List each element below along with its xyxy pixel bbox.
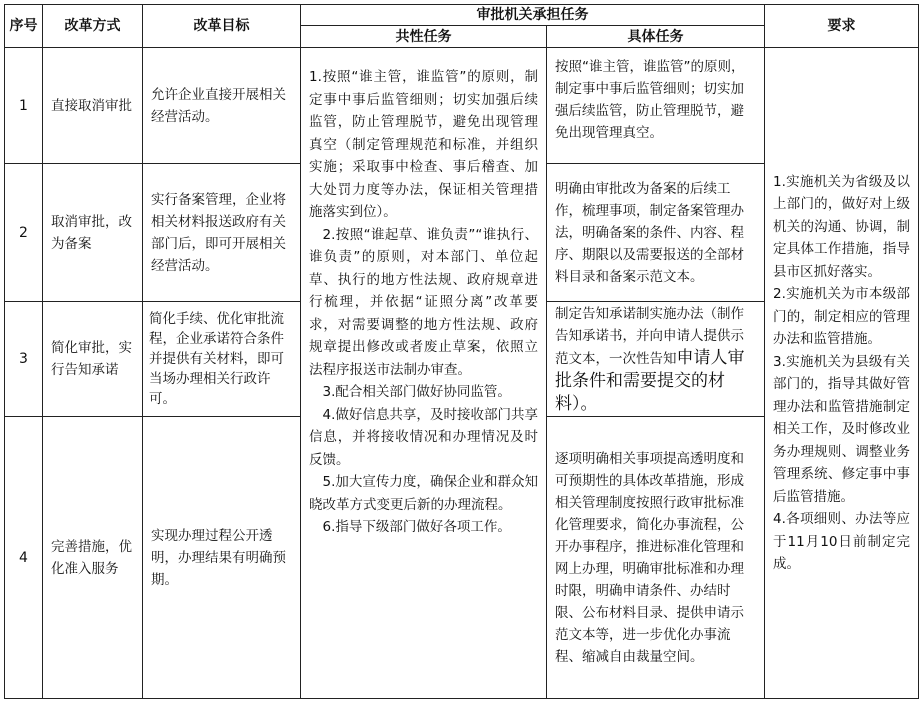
row-specific: 逐项明确相关事项提高透明度和可预期性的具体改革措施，形成相关管理制度按照行政审批标准化管理要求，简化办事流程，公开办事程序，推进标准化管理和网上办理，明确审批标准和办理时限，明确申请条件、办结时限、公布材料目录、提供申请示范文本等，进一步优化办事流程、缩减自由裁量空间。 bbox=[547, 417, 765, 699]
row-specific: 明确由审批改为备案的后续工作，梳理事项，制定备案管理办法，明确备案的条件、内容、程序、期限以及需要报送的全部材料目录和备案示范文本。 bbox=[547, 164, 765, 302]
table-row bbox=[5, 48, 919, 164]
requirements-cell bbox=[765, 48, 919, 699]
header-method: 改革方式 bbox=[43, 5, 143, 48]
row-goal: 允许企业直接开展相关经营活动。 bbox=[143, 48, 301, 164]
header-row-top bbox=[5, 5, 919, 26]
requirement-item: 3.实施机关为县级有关部门的，指导其做好管理办法和监管措施制定相关工作，及时修改业务办理规则、调整业务管理系统、修定事中事后监管措施。 bbox=[773, 353, 910, 505]
requirement-item: 2.实施机关为市本级部门的，制定相应的管理办法和监管措施。 bbox=[773, 286, 910, 347]
header-goal: 改革目标 bbox=[143, 5, 301, 48]
row-goal: 实行备案管理，企业将相关材料报送政府有关部门后，即可开展相关经营活动。 bbox=[143, 164, 301, 302]
row-method: 简化审批，实行告知承诺 bbox=[43, 302, 143, 417]
row-seq: 4 bbox=[5, 417, 43, 699]
specific-text-end: ）。 bbox=[572, 393, 598, 414]
common-task-item: 1.按照“谁主管，谁监管”的原则，制定事中事后监管细则；切实加强后续监管，防止管理脱节，避免出现管理真空（制定管理规范和标准，并组织实施；采取事中检查、事后稽查、加大处罚力度等办法，保证相关管理措施落实到位）。 bbox=[309, 69, 538, 220]
row-seq: 1 bbox=[5, 48, 43, 164]
row-goal: 实现办理过程公开透明，办理结果有明确预期。 bbox=[143, 417, 301, 699]
reform-table-container bbox=[4, 4, 918, 698]
reform-table bbox=[4, 4, 919, 699]
row-seq: 2 bbox=[5, 164, 43, 302]
common-task-item: 5.加大宣传力度，确保企业和群众知晓改革方式变更后新的办理流程。 bbox=[309, 474, 538, 513]
header-tasks-group: 审批机关承担任务 bbox=[301, 5, 765, 26]
common-task-item: 4.做好信息共享，及时接收部门共享信息，并将接收情况和办理情况及时反馈。 bbox=[309, 406, 538, 468]
header-requirements: 要求 bbox=[765, 5, 919, 48]
requirement-item: 1.实施机关为省级及以上部门的，做好对上级机关的沟通、协调，制定具体工作措施，指导县市区抓好落实。 bbox=[773, 173, 910, 280]
common-task-item: 6.指导下级部门做好各项工作。 bbox=[322, 519, 511, 535]
row-goal: 简化手续、优化审批流程，企业承诺符合条件并提供有关材料，即可当场办理相关行政许可。 bbox=[143, 302, 301, 417]
common-task-item: 2.按照“谁起草、谁负责”“谁执行、谁负责”的原则，对本部门、单位起草、执行的地方性法规、政府规章进行梳理，并依据“证照分离”改革要求，对需要调整的地方性法规、政府规章提出修改或者废止草案，依照立法程序报送市法制办审查。 bbox=[309, 226, 538, 378]
row-method: 完善措施，优化准入服务 bbox=[43, 417, 143, 699]
row-seq: 3 bbox=[5, 302, 43, 417]
header-common: 共性任务 bbox=[301, 26, 547, 48]
specific-text-large: 申请人审批条件和需要提交的材料 bbox=[555, 347, 745, 414]
header-specific: 具体任务 bbox=[547, 26, 765, 48]
specific-text: 制定告知承诺制实施办法（制作告知承诺书，并向申请人提供示范文本，一次性告知 bbox=[555, 305, 744, 367]
header-seq: 序号 bbox=[5, 5, 43, 48]
row-method: 直接取消审批 bbox=[43, 48, 143, 164]
row-specific bbox=[547, 302, 765, 417]
common-task-item: 3.配合相关部门做好协同监管。 bbox=[322, 384, 511, 400]
row-specific: 按照“谁主管，谁监管”的原则，制定事中事后监管细则；切实加强后续监管，防止管理脱节，避免出现管理真空。 bbox=[547, 48, 765, 164]
requirement-item: 4.各项细则、办法等应于11月10日前制定完成。 bbox=[773, 511, 910, 572]
common-tasks-cell bbox=[301, 48, 547, 699]
row-method: 取消审批，改为备案 bbox=[43, 164, 143, 302]
